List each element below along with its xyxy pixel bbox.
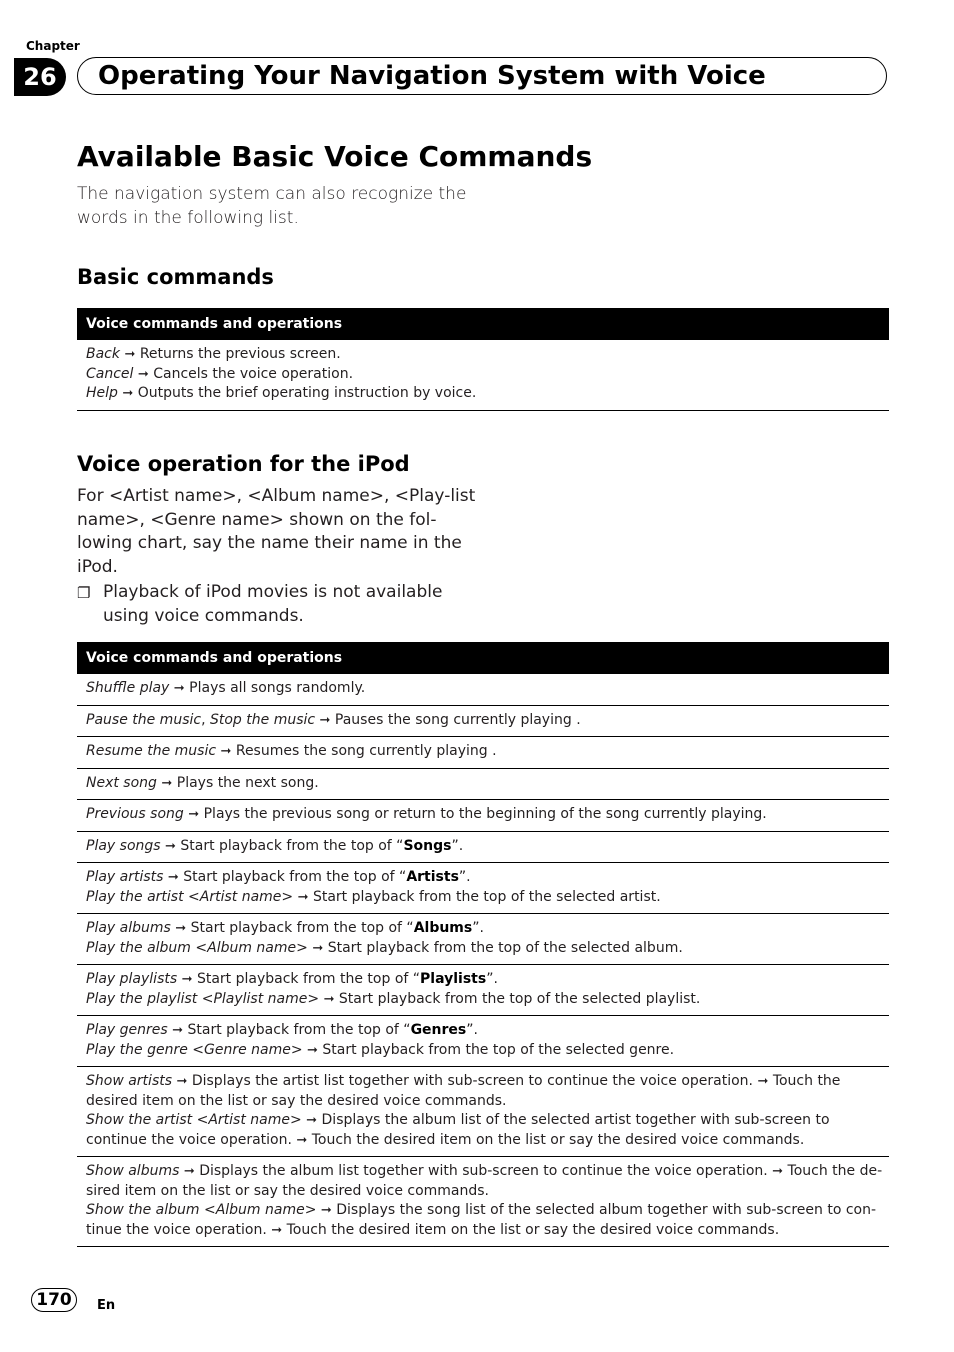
chapter-number-badge: 26 bbox=[14, 58, 66, 96]
operation-text: Displays the song list of the selected album together with sub-screen to con-tinue the voice operation. bbox=[86, 1202, 877, 1238]
table-row bbox=[77, 674, 889, 706]
arrow-icon: ➞ bbox=[323, 991, 335, 1007]
table-row bbox=[77, 863, 889, 914]
operation-text: Displays the artist list together with sub-screen to continue the voice operation. bbox=[191, 1073, 753, 1089]
operation-text: Plays the next song. bbox=[176, 774, 319, 791]
command-text: Stop the music bbox=[209, 711, 316, 728]
command-text: Play playlists bbox=[86, 971, 178, 987]
command-text: Shuffle play bbox=[86, 680, 170, 696]
arrow-icon: ➞ bbox=[122, 386, 134, 401]
operation-text: Returns the previous screen. bbox=[139, 346, 341, 362]
operation-text-end: ”. bbox=[451, 837, 464, 854]
arrow-icon: ➞ bbox=[296, 1132, 308, 1148]
command-text: Back bbox=[86, 346, 120, 362]
operation-text-end: ”. bbox=[466, 1022, 478, 1038]
arrow-icon: ➞ bbox=[271, 1222, 283, 1238]
command-text: Next song bbox=[86, 774, 157, 791]
table-row bbox=[77, 1067, 889, 1157]
table-header: Voice commands and operations bbox=[77, 642, 889, 674]
arrow-icon: ➞ bbox=[137, 366, 149, 382]
operation-text: Outputs the brief operating instruction by voice. bbox=[137, 385, 477, 401]
table-row bbox=[77, 800, 889, 832]
arrow-icon: ➞ bbox=[183, 1164, 195, 1179]
language-label: En bbox=[97, 1298, 116, 1313]
operation-text: Start playback from the top of the selected album. bbox=[327, 939, 683, 956]
arrow-icon: ➞ bbox=[320, 1203, 332, 1218]
separator: , bbox=[201, 711, 210, 728]
menu-name: Artists bbox=[406, 869, 459, 885]
arrow-icon: ➞ bbox=[165, 838, 176, 854]
note bbox=[77, 580, 477, 628]
operation-text: Start playback from the top of “ bbox=[183, 869, 407, 885]
operation-text: Touch the de-sired item on the list or say the desired voice commands. bbox=[86, 1163, 883, 1199]
table-row bbox=[77, 914, 889, 965]
table-row bbox=[77, 737, 889, 769]
arrow-icon: ➞ bbox=[319, 712, 331, 728]
page-title: Available Basic Voice Commands bbox=[77, 140, 593, 173]
operation-text-end: ”. bbox=[486, 971, 498, 987]
ipod-commands-table bbox=[77, 642, 889, 1247]
command-text: Cancel bbox=[86, 365, 134, 382]
table-row bbox=[77, 965, 889, 1016]
arrow-icon: ➞ bbox=[176, 1074, 188, 1089]
command-text: Play the genre <Genre name> bbox=[86, 1041, 303, 1058]
checkbox-icon: ❐ bbox=[77, 584, 91, 602]
operation-text: Displays the album list together with sub-screen to continue the voice operation. bbox=[199, 1163, 768, 1179]
intro-paragraph: The navigation system can also recognize the words in the following list. bbox=[77, 184, 467, 228]
arrow-icon: ➞ bbox=[757, 1074, 769, 1089]
arrow-icon: ➞ bbox=[181, 972, 193, 987]
command-text: Play genres bbox=[86, 1022, 168, 1038]
command-text: Show artists bbox=[86, 1073, 173, 1089]
command-text: Show albums bbox=[86, 1163, 180, 1179]
operation-text: Touch the desired item on the list or say the desired voice commands. bbox=[86, 1073, 841, 1109]
arrow-icon: ➞ bbox=[188, 807, 200, 822]
arrow-icon: ➞ bbox=[161, 775, 173, 791]
operation-text: Start playback from the top of “ bbox=[190, 920, 414, 936]
table-row bbox=[77, 1157, 889, 1247]
command-text: Play the artist <Artist name> bbox=[86, 888, 294, 905]
command-text: Play artists bbox=[86, 869, 164, 885]
basic-commands-heading: Basic commands bbox=[77, 265, 274, 289]
arrow-icon: ➞ bbox=[306, 1113, 318, 1128]
command-text: Previous song bbox=[86, 806, 184, 822]
chapter-label: Chapter bbox=[26, 39, 80, 53]
menu-name: Songs bbox=[403, 837, 452, 854]
ipod-paragraph: For <Artist name>, <Album name>, <Play-list name>, <Genre name> shown on the fol-lowing chart, say the name their name in the iPod. bbox=[77, 486, 476, 577]
command-text: Play albums bbox=[86, 920, 171, 936]
command-text: Help bbox=[86, 385, 118, 401]
command-text: Play the playlist <Playlist name> bbox=[86, 990, 320, 1007]
command-text: Show the artist <Artist name> bbox=[86, 1112, 302, 1128]
menu-name: Genres bbox=[410, 1022, 467, 1038]
arrow-icon: ➞ bbox=[124, 347, 136, 362]
operation-text: Start playback from the top of the selected artist. bbox=[312, 888, 661, 905]
command-text: Play the album <Album name> bbox=[86, 939, 308, 956]
operation-text: Start playback from the top of the selected playlist. bbox=[338, 990, 701, 1007]
chapter-title-box bbox=[77, 57, 887, 95]
operation-text: Cancels the voice operation. bbox=[153, 365, 354, 382]
arrow-icon: ➞ bbox=[175, 921, 187, 936]
operation-text: Touch the desired item on the list or say the desired voice commands. bbox=[286, 1221, 780, 1238]
operation-text: Start playback from the top of the selected genre. bbox=[322, 1041, 675, 1058]
table-row bbox=[77, 1016, 889, 1067]
command-text: Show the album <Album name> bbox=[86, 1202, 317, 1218]
table-row bbox=[77, 832, 889, 864]
operation-text: Plays all songs randomly. bbox=[189, 680, 366, 696]
arrow-icon: ➞ bbox=[297, 889, 309, 905]
operation-text: Start playback from the top of “ bbox=[180, 837, 404, 854]
arrow-icon: ➞ bbox=[220, 744, 232, 759]
command-text: Pause the music bbox=[86, 711, 202, 728]
note-text: Playback of iPod movies is not available using voice commands. bbox=[103, 582, 443, 626]
operation-text-end: ”. bbox=[458, 869, 471, 885]
arrow-icon: ➞ bbox=[307, 1042, 318, 1058]
operation-text: Displays the album list of the selected artist together with sub-screen to continue the voice operation. bbox=[86, 1112, 830, 1148]
operation-text: Plays the previous song or return to the beginning of the song currently playing. bbox=[203, 806, 767, 822]
operation-text: Resumes the song currently playing . bbox=[235, 743, 497, 759]
table-header: Voice commands and operations bbox=[77, 308, 889, 340]
chapter-title: Operating Your Navigation System with Voice bbox=[98, 61, 766, 91]
table-row bbox=[77, 340, 889, 411]
menu-name: Albums bbox=[413, 920, 473, 936]
operation-text: Pauses the song currently playing . bbox=[334, 711, 581, 728]
table-row bbox=[77, 706, 889, 738]
arrow-icon: ➞ bbox=[172, 1023, 184, 1038]
command-text: Play songs bbox=[86, 837, 161, 854]
operation-text: Start playback from the top of “ bbox=[196, 971, 421, 987]
page-number: 170 bbox=[31, 1288, 77, 1312]
basic-commands-table bbox=[77, 308, 889, 411]
arrow-icon: ➞ bbox=[173, 681, 185, 696]
operation-text-end: ”. bbox=[472, 920, 484, 936]
table-row bbox=[77, 769, 889, 801]
operation-text: Touch the desired item on the list or say the desired voice commands. bbox=[311, 1131, 805, 1148]
arrow-icon: ➞ bbox=[772, 1164, 784, 1179]
ipod-heading: Voice operation for the iPod bbox=[77, 452, 410, 476]
menu-name: Playlists bbox=[420, 971, 487, 987]
command-text: Resume the music bbox=[86, 743, 217, 759]
arrow-icon: ➞ bbox=[312, 940, 324, 956]
operation-text: Start playback from the top of “ bbox=[187, 1022, 411, 1038]
arrow-icon: ➞ bbox=[167, 870, 179, 885]
